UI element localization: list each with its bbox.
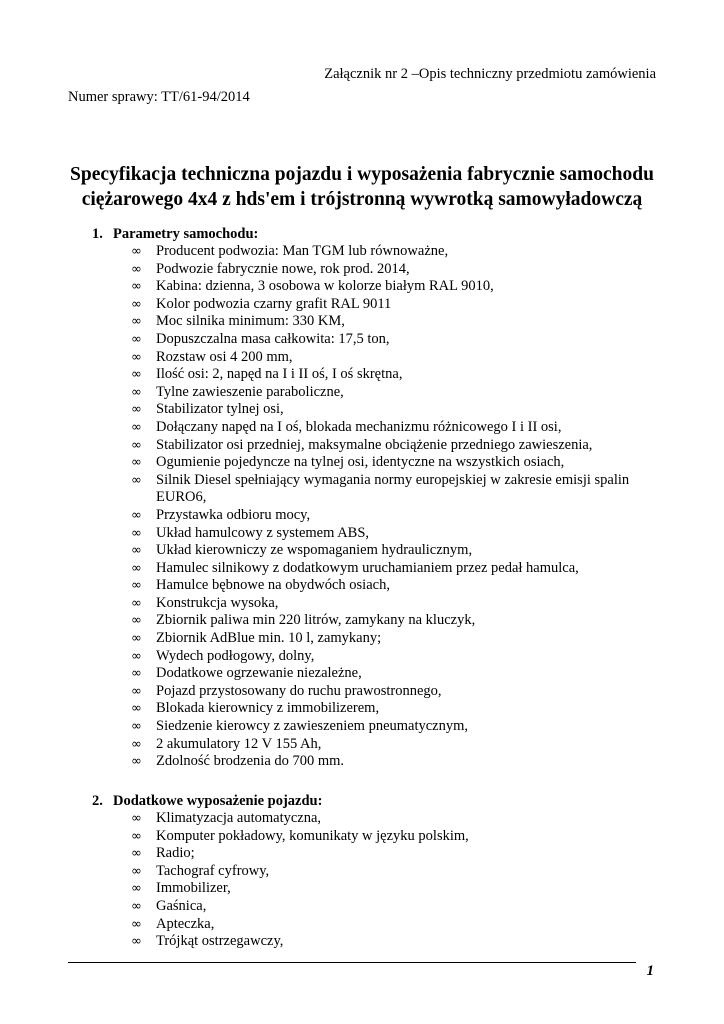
list-item-text: Ilość osi: 2, napęd na I i II oś, I oś skrętna,	[156, 366, 403, 383]
list-item-text: Zbiornik AdBlue min. 10 l, zamykany;	[156, 630, 382, 647]
list-item-text: Dołączany napęd na I oś, blokada mechanizmu różnicowego I i II osi,	[156, 418, 562, 435]
infinity-bullet-icon: ∞	[131, 648, 142, 664]
infinity-bullet-icon: ∞	[131, 595, 142, 611]
list-item	[0, 507, 724, 525]
list-item-text: Producent podwozia: Man TGM lub równoważne,	[156, 243, 449, 259]
section-heading	[92, 225, 724, 243]
infinity-bullet-icon: ∞	[131, 701, 142, 717]
list-item-text: Trójkąt ostrzegawczy,	[156, 933, 284, 950]
list-item	[0, 612, 724, 630]
list-item-text: Wydech podłogowy, dolny,	[156, 647, 315, 664]
list-item	[0, 243, 724, 261]
list-item-text: Gaśnica,	[156, 897, 207, 914]
infinity-bullet-icon: ∞	[131, 314, 142, 330]
list-item	[0, 665, 724, 683]
list-item	[0, 828, 724, 846]
list-item	[0, 313, 724, 331]
list-item-text: Kolor podwozia czarny grafit RAL 9011	[156, 295, 392, 312]
infinity-bullet-icon: ∞	[131, 525, 142, 541]
section-title: Parametry samochodu:	[113, 226, 259, 242]
list-item	[0, 261, 724, 279]
title-line-1: Specyfikacja techniczna pojazdu i wyposażenia fabrycznie samochodu	[70, 164, 654, 185]
list-item	[0, 718, 724, 736]
section-title: Dodatkowe wyposażenie pojazdu:	[113, 793, 323, 809]
infinity-bullet-icon: ∞	[131, 736, 142, 752]
list-item	[0, 472, 724, 507]
list-item-text: Tachograf cyfrowy,	[156, 862, 270, 879]
list-item-text: Konstrukcja wysoka,	[156, 594, 279, 611]
list-item	[0, 560, 724, 578]
list-item	[0, 331, 724, 349]
list-item	[0, 933, 724, 951]
section-heading	[92, 792, 724, 810]
list-item	[0, 916, 724, 934]
list-item-text: Apteczka,	[156, 915, 215, 932]
infinity-bullet-icon: ∞	[131, 578, 142, 594]
equipment-list	[0, 810, 724, 951]
parameters-list	[0, 243, 724, 771]
list-item-text: Dodatkowe ogrzewanie niezależne,	[156, 665, 362, 682]
list-item	[0, 683, 724, 701]
list-item-text: Przystawka odbioru mocy,	[156, 506, 311, 523]
list-item	[0, 525, 724, 543]
infinity-bullet-icon: ∞	[131, 898, 142, 914]
list-item-text: Stabilizator tylnej osi,	[156, 401, 284, 418]
infinity-bullet-icon: ∞	[131, 560, 142, 576]
list-item	[0, 863, 724, 881]
list-item	[0, 648, 724, 666]
infinity-bullet-icon: ∞	[131, 455, 142, 471]
list-item	[0, 366, 724, 384]
infinity-bullet-icon: ∞	[131, 279, 142, 295]
infinity-bullet-icon: ∞	[131, 384, 142, 400]
list-item-text: Pojazd przystosowany do ruchu prawostronnego,	[156, 682, 442, 699]
list-item-text: Moc silnika minimum: 330 KM,	[156, 313, 345, 330]
document-title	[40, 162, 684, 212]
footer-divider	[68, 962, 636, 963]
list-item-text: Ogumienie pojedyncze na tylnej osi, identyczne na wszystkich osiach,	[156, 454, 565, 471]
infinity-bullet-icon: ∞	[131, 631, 142, 647]
page-number: 1	[646, 963, 654, 979]
list-item-text: 2 akumulatory 12 V 155 Ah,	[156, 735, 322, 752]
list-item	[0, 278, 724, 296]
list-item-text: Układ hamulcowy z systemem ABS,	[156, 524, 370, 541]
infinity-bullet-icon: ∞	[131, 863, 142, 879]
infinity-bullet-icon: ∞	[131, 881, 142, 897]
infinity-bullet-icon: ∞	[131, 754, 142, 770]
list-item-text: Komputer pokładowy, komunikaty w języku polskim,	[156, 827, 469, 844]
list-item-text: Radio;	[156, 845, 195, 862]
list-item-text: Tylne zawieszenie paraboliczne,	[156, 383, 344, 400]
infinity-bullet-icon: ∞	[131, 613, 142, 629]
list-item	[0, 898, 724, 916]
list-item	[0, 542, 724, 560]
list-item	[0, 810, 724, 828]
list-item-text: Stabilizator osi przedniej, maksymalne obciążenie przedniego zawieszenia,	[156, 436, 593, 453]
list-item-text: Silnik Diesel spełniający wymagania normy europejskiej w zakresie emisji spalin EURO6,	[156, 471, 630, 506]
list-item	[0, 454, 724, 472]
list-item-text: Klimatyzacja automatyczna,	[156, 810, 322, 826]
infinity-bullet-icon: ∞	[131, 419, 142, 435]
infinity-bullet-icon: ∞	[131, 666, 142, 682]
infinity-bullet-icon: ∞	[131, 349, 142, 365]
infinity-bullet-icon: ∞	[131, 472, 142, 488]
infinity-bullet-icon: ∞	[131, 543, 142, 559]
list-item	[0, 577, 724, 595]
list-item	[0, 880, 724, 898]
list-item	[0, 630, 724, 648]
infinity-bullet-icon: ∞	[131, 507, 142, 523]
infinity-bullet-icon: ∞	[131, 846, 142, 862]
list-item-text: Hamulce bębnowe na obydwóch osiach,	[156, 577, 390, 594]
section-additional-equipment	[0, 792, 724, 951]
infinity-bullet-icon: ∞	[131, 402, 142, 418]
list-item	[0, 736, 724, 754]
infinity-bullet-icon: ∞	[131, 331, 142, 347]
list-item-text: Układ kierowniczy ze wspomaganiem hydraulicznym,	[156, 542, 473, 559]
list-item-text: Immobilizer,	[156, 880, 231, 897]
infinity-bullet-icon: ∞	[131, 828, 142, 844]
list-item	[0, 700, 724, 718]
list-item	[0, 437, 724, 455]
infinity-bullet-icon: ∞	[131, 683, 142, 699]
list-item	[0, 384, 724, 402]
infinity-bullet-icon: ∞	[131, 811, 142, 826]
list-item	[0, 753, 724, 771]
infinity-bullet-icon: ∞	[131, 261, 142, 277]
infinity-bullet-icon: ∞	[131, 934, 142, 950]
list-item	[0, 296, 724, 314]
infinity-bullet-icon: ∞	[131, 367, 142, 383]
infinity-bullet-icon: ∞	[131, 296, 142, 312]
list-item	[0, 401, 724, 419]
list-item	[0, 349, 724, 367]
list-item-text: Zdolność brodzenia do 700 mm.	[156, 753, 345, 770]
list-item-text: Rozstaw osi 4 200 mm,	[156, 348, 293, 365]
infinity-bullet-icon: ∞	[131, 916, 142, 932]
section-number: 1.	[92, 226, 103, 242]
list-item	[0, 595, 724, 613]
list-item-text: Siedzenie kierowcy z zawieszeniem pneumatycznym,	[156, 718, 469, 735]
list-item-text: Dopuszczalna masa całkowita: 17,5 ton,	[156, 330, 390, 347]
section-vehicle-parameters	[0, 225, 724, 771]
list-item-text: Zbiornik paliwa min 220 litrów, zamykany na kluczyk,	[156, 612, 476, 629]
section-number: 2.	[92, 793, 103, 809]
list-item-text: Kabina: dzienna, 3 osobowa w kolorze białym RAL 9010,	[156, 278, 494, 295]
infinity-bullet-icon: ∞	[131, 437, 142, 453]
infinity-bullet-icon: ∞	[131, 244, 142, 259]
list-item	[0, 845, 724, 863]
attachment-label: Załącznik nr 2 –Opis techniczny przedmiotu zamówienia	[324, 66, 656, 82]
infinity-bullet-icon: ∞	[131, 719, 142, 735]
list-item	[0, 419, 724, 437]
list-item-text: Blokada kierownicy z immobilizerem,	[156, 700, 380, 717]
list-item-text: Podwozie fabrycznie nowe, rok prod. 2014,	[156, 260, 410, 277]
list-item-text: Hamulec silnikowy z dodatkowym uruchamianiem przez pedał hamulca,	[156, 559, 579, 576]
case-number: Numer sprawy: TT/61-94/2014	[68, 89, 250, 105]
title-line-2: ciężarowego 4x4 z hds'em i trójstronną wywrotką samowyładowczą	[81, 189, 643, 210]
